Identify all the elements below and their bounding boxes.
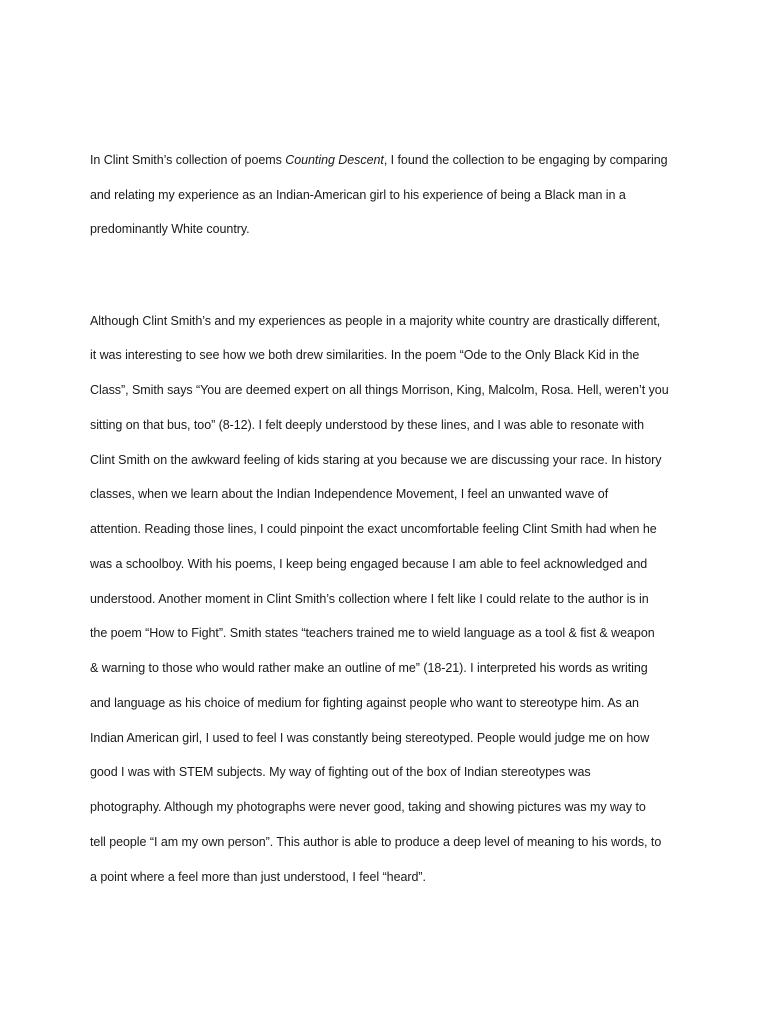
paragraph-2-line-7: attention. Reading those lines, I could pinpoint the exact uncomfortable feeling Clint Smith had when he	[90, 522, 657, 536]
paragraph-1-line-3: predominantly White country.	[90, 222, 250, 236]
paragraph-2-line-13: Indian American girl, I used to feel I was constantly being stereotyped. People would judge me on how	[90, 731, 650, 745]
paragraph-2-line-15: photography. Although my photographs were never good, taking and showing pictures was my way to	[90, 800, 646, 814]
paragraph-2-line-6: classes, when we learn about the Indian Independence Movement, I feel an unwanted wave of	[90, 487, 609, 501]
paragraph-2-line-17: a point where a feel more than just understood, I feel “heard”.	[90, 870, 426, 884]
paragraph-2-line-16: tell people “I am my own person”. This author is able to produce a deep level of meaning to his words, to	[90, 835, 662, 849]
paragraph-2-line-11: & warning to those who would rather make an outline of me” (18-21). I interpreted his words as writing	[90, 661, 648, 675]
paragraph-2-line-9: understood. Another moment in Clint Smith’s collection where I felt like I could relate to the author is in	[90, 592, 649, 606]
paragraph-2-line-10: the poem “How to Fight”. Smith states “teachers trained me to wield language as a tool & fist & weapon	[90, 626, 655, 640]
paragraph-1-line-1	[90, 152, 668, 168]
paragraph-2-line-12: and language as his choice of medium for fighting against people who want to stereotype him. As an	[90, 696, 639, 710]
paragraph-2-line-1: Although Clint Smith’s and my experiences as people in a majority white country are drastically different,	[90, 314, 661, 328]
paragraph-1-line-1-post: , I found the collection to be engaging by comparing	[383, 153, 668, 167]
book-title: Counting Descent	[285, 153, 384, 167]
paragraph-2-line-5: Clint Smith on the awkward feeling of kids staring at you because we are discussing your race. In history	[90, 453, 662, 467]
paragraph-1-line-2: and relating my experience as an Indian-American girl to his experience of being a Black man in a	[90, 188, 626, 202]
paragraph-2-line-3: Class”, Smith says “You are deemed expert on all things Morrison, King, Malcolm, Rosa. Hell, weren’t you	[90, 383, 669, 397]
paragraph-2-line-8: was a schoolboy. With his poems, I keep being engaged because I am able to feel acknowledged and	[90, 557, 648, 571]
paragraph-2-line-14: good I was with STEM subjects. My way of fighting out of the box of Indian stereotypes was	[90, 765, 591, 779]
paragraph-2-line-4: sitting on that bus, too” (8-12). I felt deeply understood by these lines, and I was able to resonate with	[90, 418, 645, 432]
paragraph-2-line-2: it was interesting to see how we both drew similarities. In the poem “Ode to the Only Black Kid in the	[90, 348, 640, 362]
paragraph-1-line-1-pre: In Clint Smith’s collection of poems	[90, 153, 286, 167]
